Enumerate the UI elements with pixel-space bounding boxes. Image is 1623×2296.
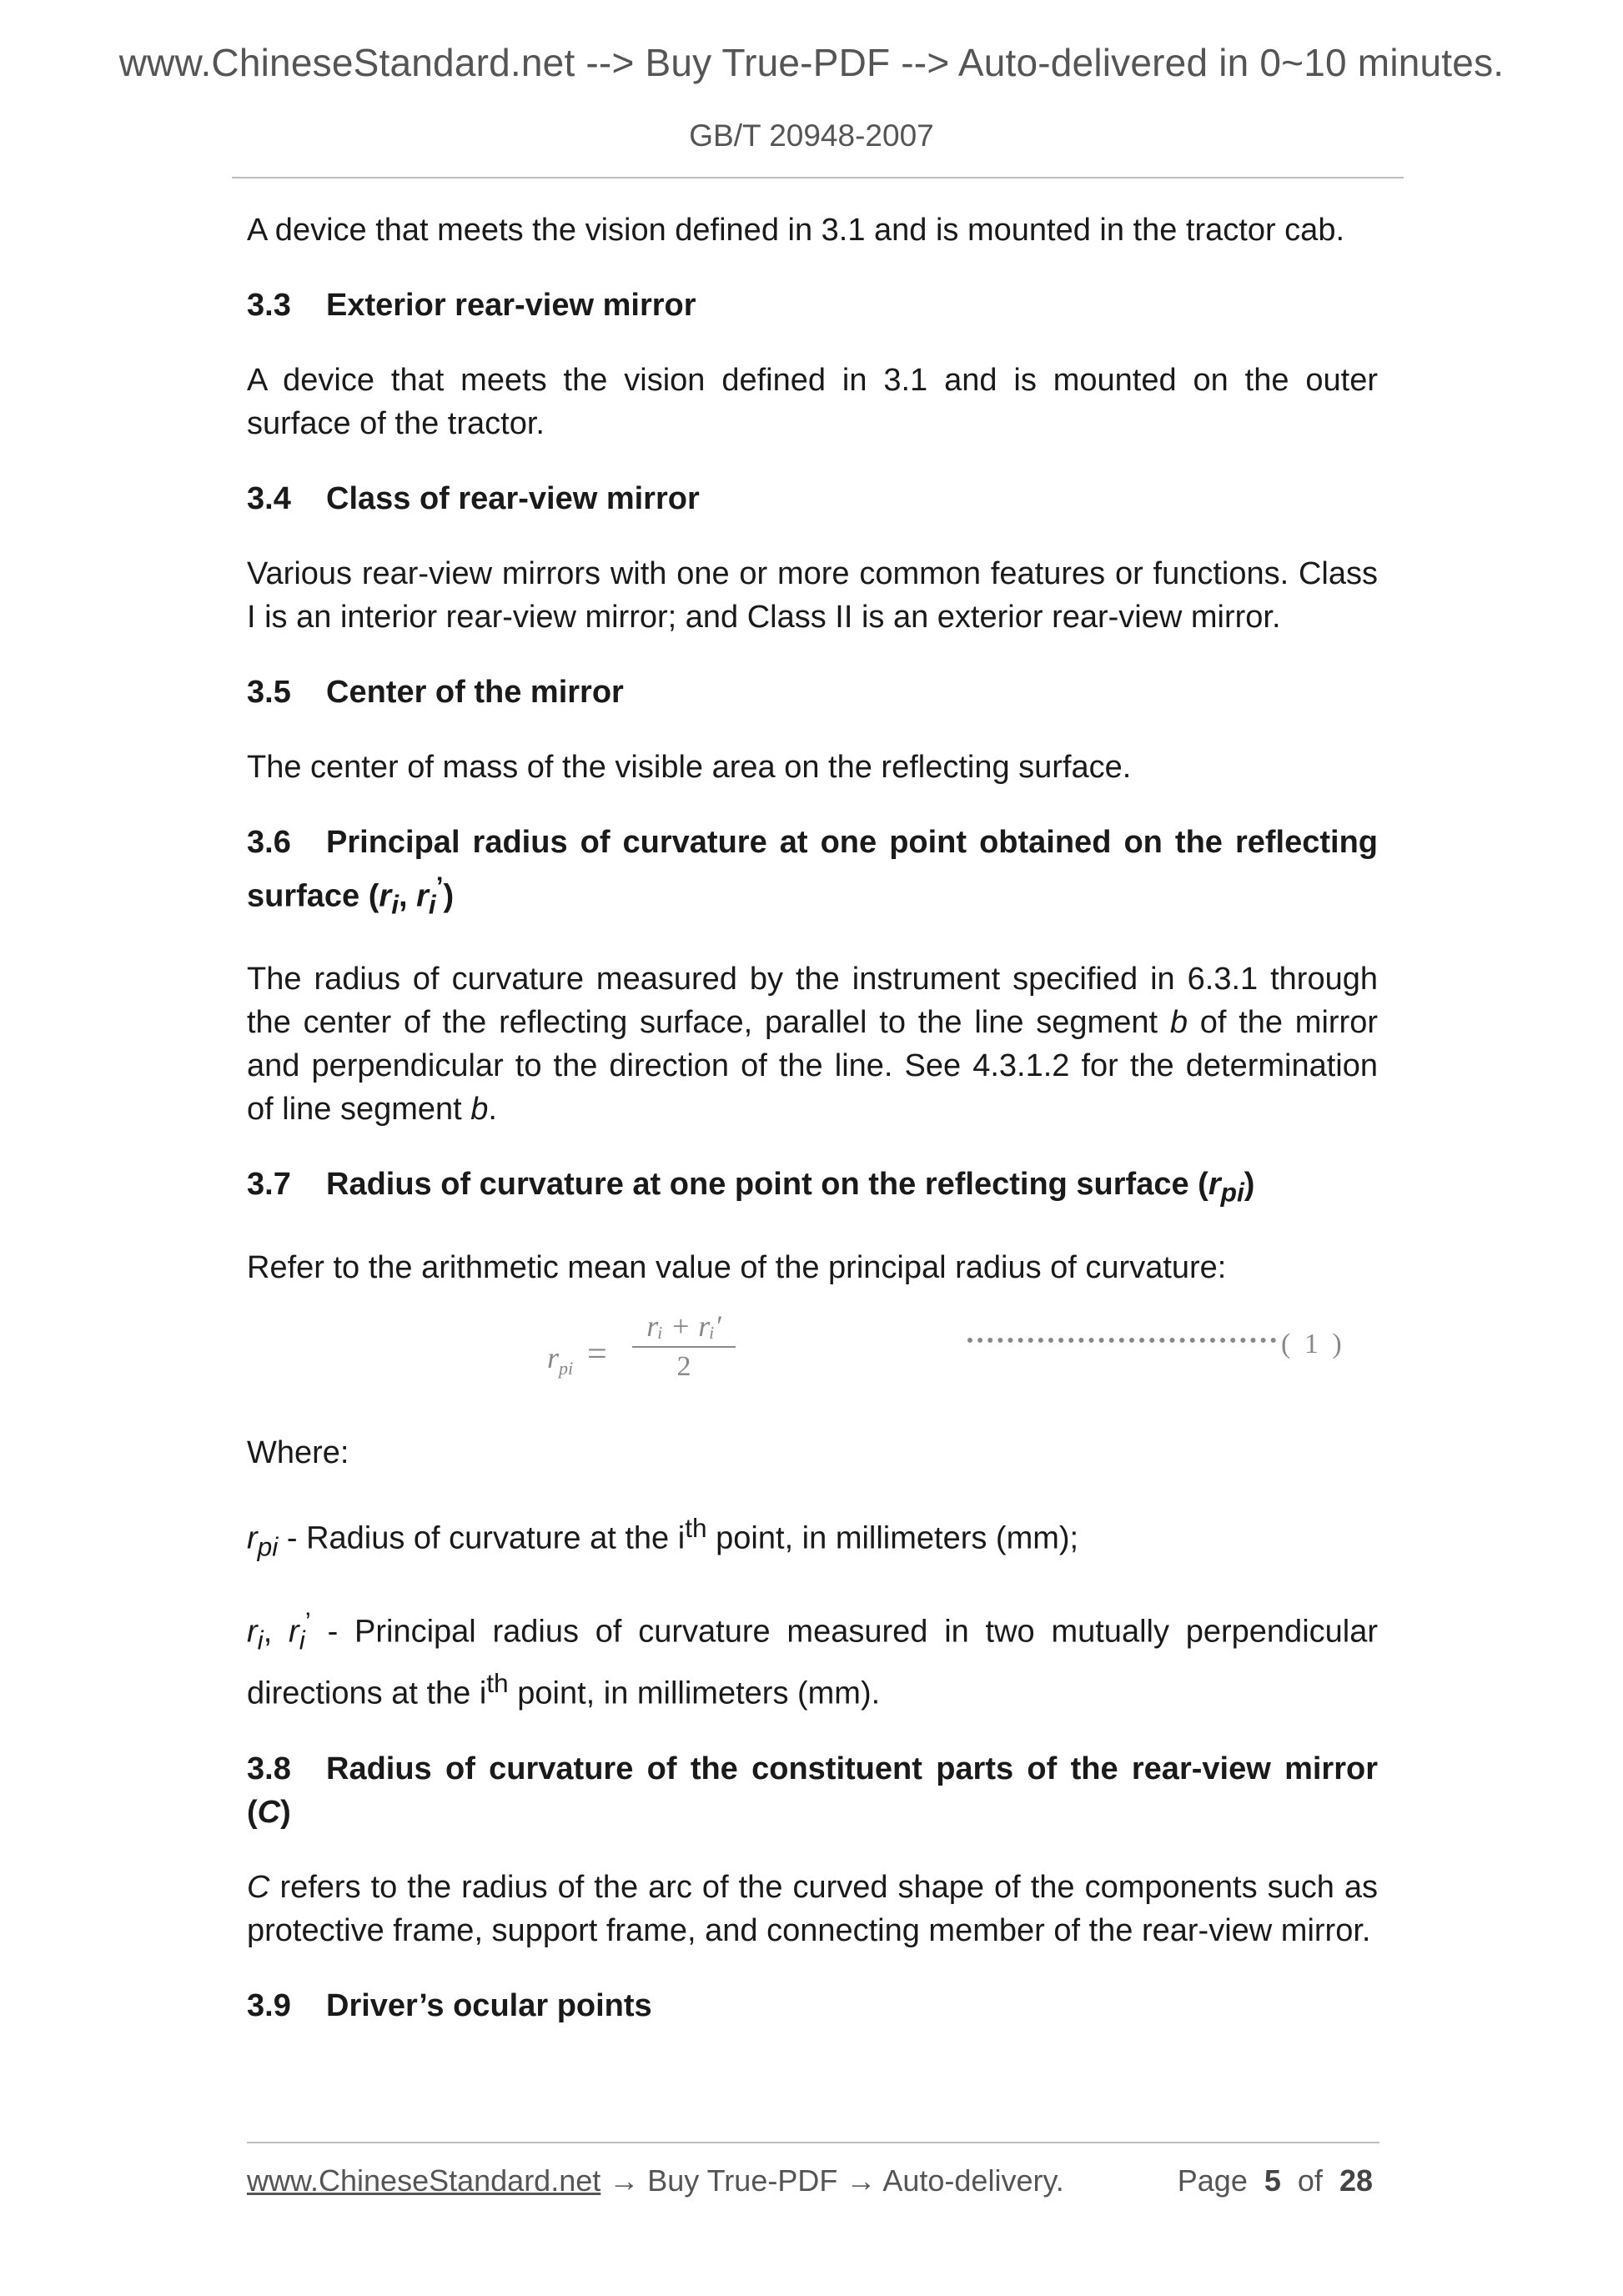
- symbol-b: b: [470, 1092, 489, 1128]
- arrow-icon: →: [837, 2163, 883, 2198]
- text-part: point, in millimeters (mm);: [706, 1520, 1079, 1556]
- footer-auto: Auto-delivery.: [882, 2163, 1064, 2198]
- footer-divider: [247, 2142, 1379, 2143]
- header-divider: [232, 177, 1404, 178]
- intro-paragraph: A device that meets the vision defined in 3.1 and is mounted in the tractor cab.: [247, 213, 1345, 248]
- symbol-r: r: [247, 1520, 258, 1556]
- paragraph-3-7: Refer to the arithmetic mean value of the principal radius of curvature:: [247, 1249, 1227, 1285]
- formula-1: [247, 1306, 1378, 1396]
- formula-sub: pi: [559, 1358, 574, 1379]
- standard-number: GB/T 20948-2007: [689, 118, 934, 153]
- section-number: 3.9: [247, 1988, 291, 2023]
- subscript-i: i: [299, 1625, 305, 1655]
- footer-buy: Buy True-PDF: [647, 2163, 838, 2198]
- superscript-th: th: [685, 1512, 707, 1543]
- arrow-icon: →: [600, 2163, 648, 2198]
- footer-link[interactable]: www.ChineseStandard.net: [247, 2163, 601, 2198]
- formula-denominator: 2: [676, 1350, 691, 1382]
- text-part: of the mirror and perpendicular to the direction of the line. See 4.3.1.2 for the determination of line segment: [247, 1005, 1378, 1128]
- page-number: 5: [1264, 2163, 1281, 2198]
- definition-ri: [247, 1600, 1378, 1716]
- symbol-r: r: [1208, 1167, 1221, 1203]
- symbol-r: r: [289, 1614, 299, 1650]
- paragraph-3-5: The center of mass of the visible area on the reflecting surface.: [247, 750, 1132, 785]
- section-number: 3.4: [247, 481, 291, 516]
- symbol-r: r: [416, 878, 429, 914]
- separator: ,: [263, 1614, 289, 1650]
- section-title: Driver’s ocular points: [326, 1988, 652, 2023]
- text-part: .: [488, 1092, 497, 1128]
- heading-3-4: [247, 477, 1378, 520]
- subscript-pi: pi: [257, 1531, 279, 1562]
- section-title: Exterior rear-view mirror: [326, 288, 696, 323]
- heading-3-5: [247, 671, 1378, 714]
- formula-numerator: rᵢ + rᵢ′: [632, 1306, 736, 1348]
- section-number: 3.7: [247, 1167, 291, 1203]
- section-number: 3.3: [247, 288, 291, 323]
- section-number: 3.5: [247, 675, 291, 710]
- formula-number: ( 1 ): [1281, 1328, 1345, 1359]
- subscript-i: i: [391, 889, 399, 920]
- paragraph-3-3: A device that meets the vision defined in 3.1 and is mounted on the outer surface of the tractor.: [247, 363, 1378, 441]
- footer-promo: [247, 2163, 1064, 2198]
- header-banner: www.ChineseStandard.net --> Buy True-PDF --> Auto-delivered in 0~10 minutes.: [118, 41, 1505, 84]
- text-part: - Principal radius of curvature measured in two mutually perpendicular directions at the i: [247, 1614, 1378, 1711]
- formula-lhs: [547, 1336, 573, 1390]
- section-title: Class of rear-view mirror: [326, 481, 700, 516]
- page-body: [247, 208, 1378, 2059]
- heading-3-3: [247, 284, 1378, 327]
- where-label: Where:: [247, 1434, 349, 1470]
- formula-r: r: [547, 1340, 560, 1374]
- subscript-i: i: [428, 889, 436, 920]
- formula-leader-dots: [967, 1338, 1276, 1348]
- subscript-i: i: [257, 1625, 264, 1655]
- separator: ,: [399, 878, 417, 914]
- section-title: Radius of curvature at one point on the reflecting surface (: [326, 1167, 1208, 1203]
- page-indicator: [1178, 2163, 1373, 2198]
- text-part: point, in millimeters (mm).: [508, 1676, 881, 1711]
- definition-rpi: [247, 1506, 1378, 1568]
- heading-3-7: [247, 1163, 1378, 1214]
- text-part: - Radius of curvature at the i: [278, 1520, 686, 1556]
- of-label: of: [1297, 2163, 1323, 2198]
- subscript-pi: pi: [1220, 1177, 1244, 1208]
- heading-3-8: [247, 1747, 1378, 1834]
- symbol-c: C: [257, 1795, 281, 1830]
- prime: ’: [435, 871, 444, 901]
- text-part: refers to the radius of the arc of the curved shape of the components such as protective frame, support frame, and connecting member of the rear-view mirror.: [247, 1870, 1378, 1948]
- symbol-b: b: [1169, 1005, 1188, 1041]
- symbol-c: C: [247, 1870, 270, 1905]
- section-number: 3.8: [247, 1751, 291, 1786]
- section-title: Center of the mirror: [326, 675, 624, 710]
- paragraph-3-6: [247, 957, 1378, 1131]
- formula-fraction: [632, 1306, 736, 1386]
- close-paren: ): [280, 1795, 291, 1830]
- close-paren: ): [443, 878, 455, 914]
- heading-3-9: [247, 1984, 1378, 2027]
- page-label: Page: [1177, 2163, 1248, 2198]
- section-title: Radius of curvature of the constituent parts of the rear-view mirror (: [247, 1751, 1378, 1830]
- text-part: The radius of curvature measured by the instrument specified in 6.3.1 through the center of the reflecting surface, parallel to the line segment: [247, 962, 1378, 1041]
- paragraph-3-8: [247, 1866, 1378, 1952]
- symbol-r: r: [379, 878, 392, 914]
- close-paren: ): [1244, 1167, 1255, 1203]
- symbol-r: r: [247, 1614, 258, 1650]
- prime: ’: [304, 1606, 311, 1637]
- page-total: 28: [1339, 2163, 1373, 2198]
- formula-equals: =: [587, 1334, 607, 1374]
- section-title: Principal radius of curvature at one point obtained on the reflecting surface (: [247, 825, 1378, 914]
- superscript-th: th: [486, 1668, 509, 1699]
- paragraph-3-4: Various rear-view mirrors with one or more common features or functions. Class I is an interior rear-view mirror; and Class II is an exterior rear-view mirror.: [247, 556, 1378, 635]
- heading-3-6: [247, 821, 1378, 926]
- section-number: 3.6: [247, 825, 291, 860]
